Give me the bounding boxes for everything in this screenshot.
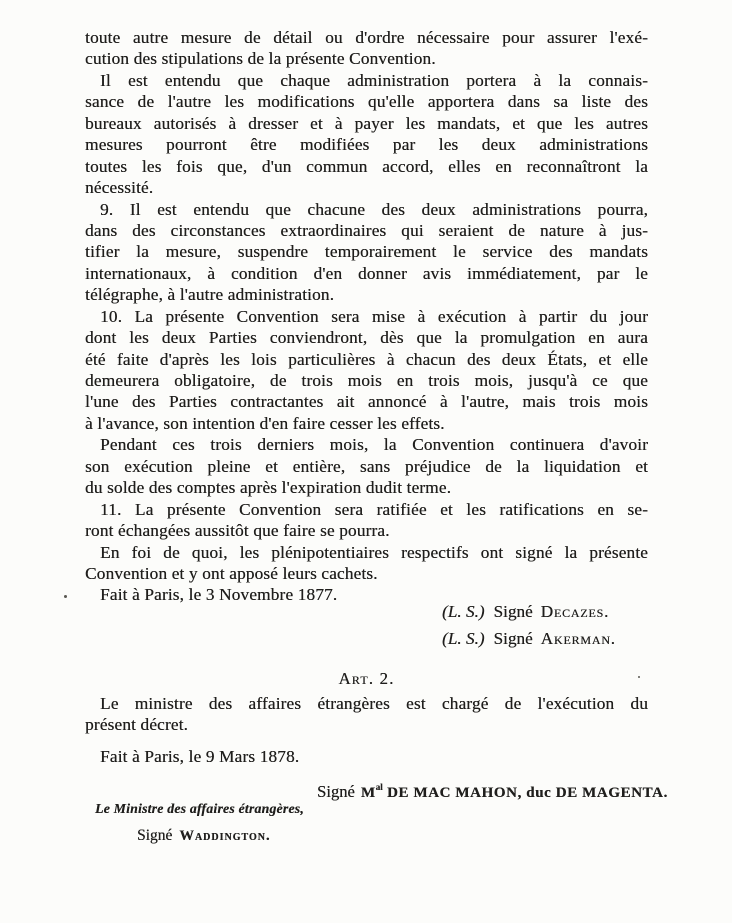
text-line: tifier la mesure, suspendre temporairement le service des mandats bbox=[85, 242, 648, 262]
text-line: ront échangées aussitôt que faire se pourra. bbox=[85, 521, 390, 541]
text-line: dont les deux Parties conviendront, dès que la promulgation en aura bbox=[85, 328, 648, 348]
text-line: nécessité. bbox=[85, 178, 154, 198]
text-line: toute autre mesure de détail ou d'ordre nécessaire pour assurer l'exé- bbox=[85, 28, 648, 47]
seal-mark: (L. S.) bbox=[442, 601, 485, 621]
article-2-paragraph bbox=[85, 693, 648, 736]
text-line: son exécution pleine et entière, sans préjudice de la liquidation et bbox=[85, 456, 648, 476]
text-line: à l'avance, son intention d'en faire cesser les effets. bbox=[85, 413, 445, 433]
paragraph bbox=[85, 27, 648, 70]
text-line: mesures pourront être modifiées par les deux administrations bbox=[85, 135, 648, 155]
date-line-1877: Fait à Paris, le 3 Novembre 1877. bbox=[100, 585, 338, 605]
text-line: toutes les fois que, d'un commun accord, elles en reconnaîtront la bbox=[85, 156, 648, 176]
signatory-name: Akerman. bbox=[540, 628, 616, 648]
paragraph bbox=[85, 693, 648, 736]
text-line: En foi de quoi, les plénipotentiaires respectifs ont signé la présente bbox=[100, 542, 648, 562]
text-line: présent décret. bbox=[85, 715, 189, 735]
ink-speck bbox=[638, 676, 640, 678]
signatory-name: Decazes. bbox=[540, 601, 610, 621]
article-2-heading: Art. 2. bbox=[338, 668, 395, 688]
marshal-name-initial: M bbox=[360, 785, 376, 802]
signed-word: Signé bbox=[317, 782, 355, 802]
paragraph bbox=[85, 70, 648, 199]
text-line: internationaux, à condition d'en donner avis immédiatement, par le bbox=[85, 263, 648, 283]
text-line: l'une des Parties contractantes ait annoncé à l'autre, mais trois mois bbox=[85, 392, 648, 412]
text-line: dans des circonstances extraordinaires qui seraient de nature à jus- bbox=[85, 220, 648, 240]
text-line: Convention et y ont apposé leurs cachets. bbox=[85, 563, 378, 583]
minister-title-line: Le Ministre des affaires étrangères, bbox=[95, 801, 304, 817]
paragraph bbox=[85, 434, 648, 498]
text-line: du solde des comptes après l'expiration dudit terme. bbox=[85, 478, 452, 498]
paragraph bbox=[85, 306, 648, 435]
text-line: Pendant ces trois derniers mois, la Convention continuera d'avoir bbox=[100, 435, 648, 455]
seal-signature-line bbox=[442, 598, 648, 625]
minister-name: Waddington. bbox=[179, 828, 271, 845]
ink-speck bbox=[64, 595, 67, 598]
text-line: demeurera obligatoire, de trois mois en trois mois, jusqu'à ce que bbox=[85, 371, 648, 390]
text-line: été faite d'après les lois particulières à chacun des deux États, et elle bbox=[85, 349, 648, 369]
text-line: cution des stipulations de la présente Convention. bbox=[85, 49, 436, 69]
signed-word: Signé bbox=[137, 827, 173, 845]
text-line: bureaux autorisés à dresser et à payer les mandats, et que les autres bbox=[85, 113, 648, 133]
text-line: 10. La présente Convention sera mise à exécution à partir du jour bbox=[100, 306, 648, 326]
signed-word: Signé bbox=[493, 628, 533, 648]
paragraph bbox=[85, 542, 648, 585]
date-line-1878: Fait à Paris, le 9 Mars 1878. bbox=[100, 746, 300, 766]
text-line: 9. Il est entendu que chacune des deux administrations pourra, bbox=[100, 199, 648, 219]
text-line: 11. La présente Convention sera ratifiée et les ratifications en se- bbox=[100, 499, 648, 519]
text-line: Il est entendu que chaque administration portera à la connais- bbox=[100, 70, 648, 90]
marshal-name-rest: DE MAC MAHON, duc DE MAGENTA. bbox=[382, 785, 668, 802]
minister-signature-line bbox=[137, 826, 648, 845]
seal-signature-line bbox=[442, 625, 648, 652]
text-line: Le ministre des affaires étrangères est chargé de l'exécution du bbox=[100, 693, 648, 713]
seal-mark: (L. S.) bbox=[442, 628, 485, 648]
paragraph bbox=[85, 499, 648, 542]
convention-body bbox=[85, 27, 648, 584]
signed-word: Signé bbox=[493, 601, 533, 621]
text-line: télégraphe, à l'autre administration. bbox=[85, 285, 335, 305]
convention-signatures bbox=[442, 598, 648, 652]
marshal-signature-line bbox=[317, 776, 668, 802]
marshal-name bbox=[360, 782, 668, 802]
text-line: sance de l'autre les modifications qu'elle apportera dans sa liste des bbox=[85, 92, 648, 112]
paragraph bbox=[85, 199, 648, 306]
text-block bbox=[85, 27, 668, 845]
marshal-abbreviation-superscript: al bbox=[375, 782, 383, 793]
